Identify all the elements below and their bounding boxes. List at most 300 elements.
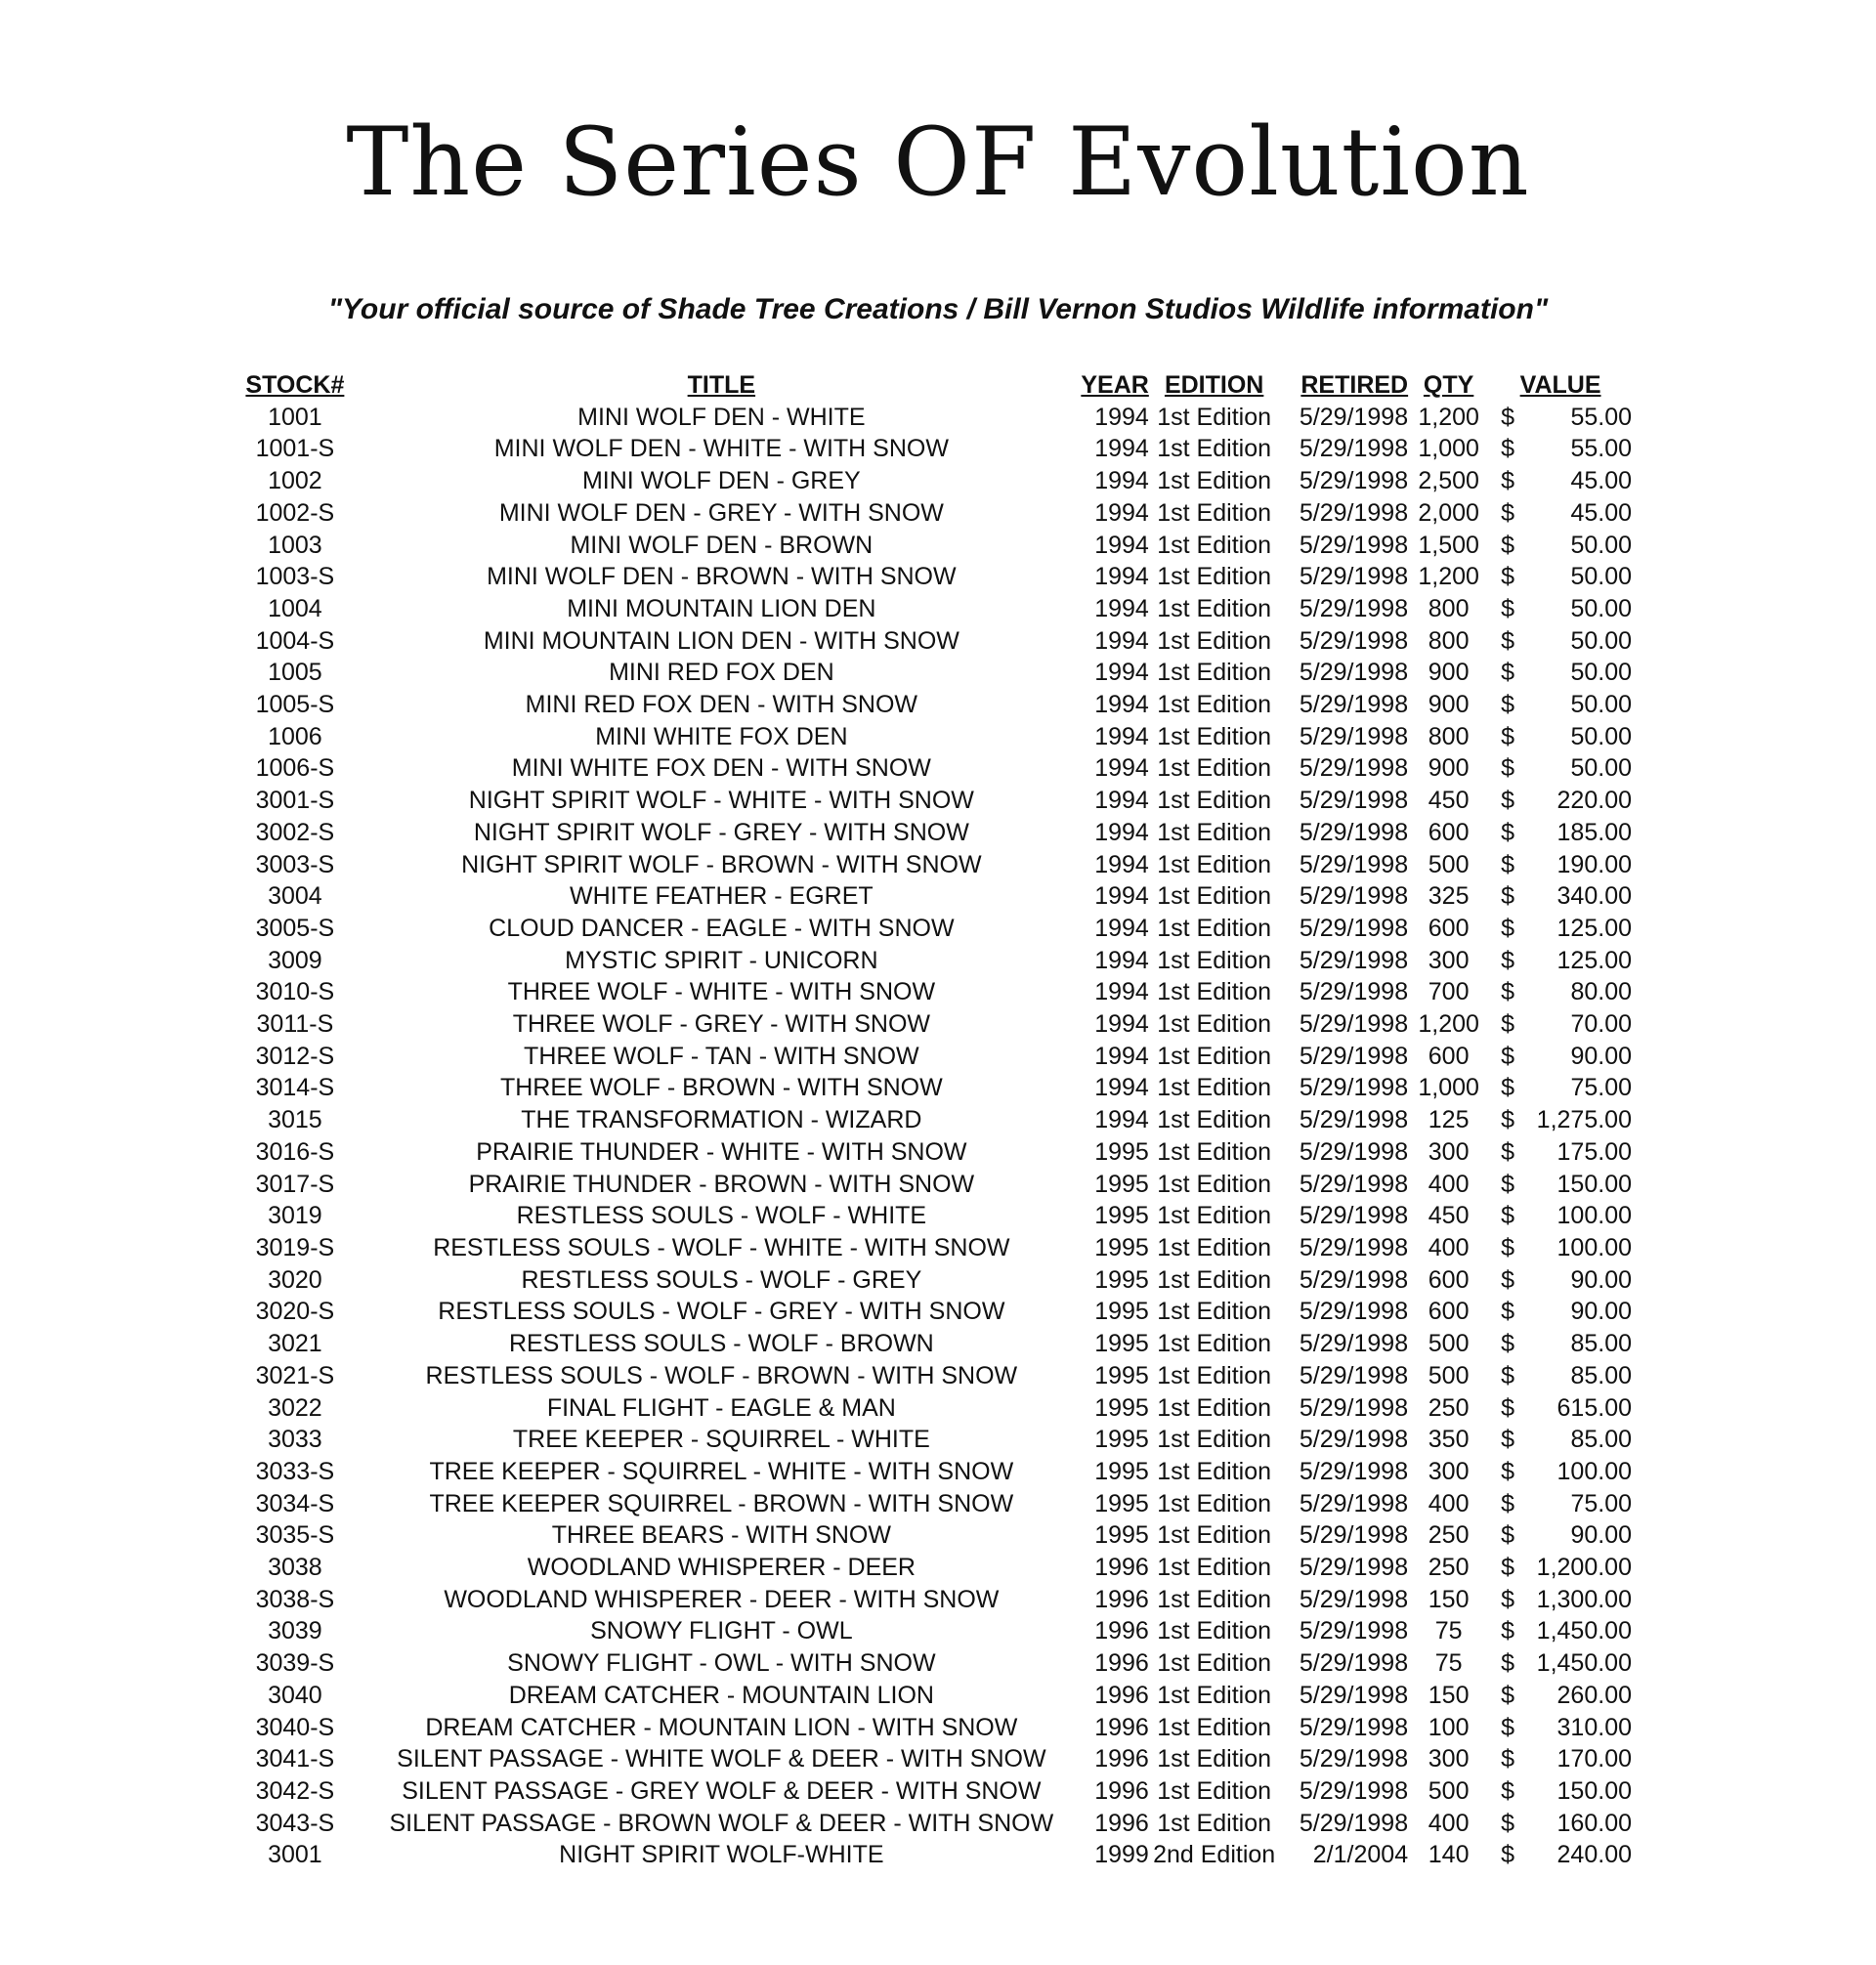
cell-retired: 5/29/1998 bbox=[1299, 1330, 1409, 1358]
cell-currency-symbol: $ bbox=[1501, 1713, 1515, 1741]
cell-title: WOODLAND WHISPERER - DEER bbox=[527, 1554, 916, 1582]
cell-retired: 5/29/1998 bbox=[1299, 659, 1409, 687]
cell-edition: 1st Edition bbox=[1157, 1298, 1272, 1326]
table-row bbox=[225, 1360, 1632, 1392]
cell-stock: 3020-S bbox=[255, 1298, 335, 1326]
cell-currency-symbol: $ bbox=[1501, 1010, 1515, 1039]
table-row bbox=[225, 1519, 1632, 1552]
cell-edition: 1st Edition bbox=[1157, 435, 1272, 463]
cell-currency-symbol: $ bbox=[1501, 978, 1515, 1006]
cell-value: 1,450.00 bbox=[1536, 1649, 1632, 1678]
cell-currency-symbol: $ bbox=[1501, 1106, 1515, 1134]
cell-retired: 5/29/1998 bbox=[1299, 1457, 1409, 1485]
cell-qty: 350 bbox=[1428, 1426, 1470, 1454]
cell-retired: 5/29/1998 bbox=[1299, 435, 1409, 463]
cell-qty: 500 bbox=[1428, 1776, 1470, 1805]
cell-value: 55.00 bbox=[1570, 435, 1632, 463]
cell-stock: 3011-S bbox=[256, 1010, 334, 1039]
cell-stock: 3034-S bbox=[255, 1489, 335, 1517]
cell-stock: 3041-S bbox=[255, 1745, 335, 1773]
cell-qty: 300 bbox=[1428, 1745, 1470, 1773]
cell-stock: 1006 bbox=[268, 722, 322, 750]
cell-title: MINI WOLF DEN - GREY bbox=[581, 467, 861, 495]
table-row bbox=[225, 945, 1632, 977]
cell-title: NIGHT SPIRIT WOLF-WHITE bbox=[559, 1841, 884, 1869]
cell-title: DREAM CATCHER - MOUNTAIN LION - WITH SNOW bbox=[425, 1713, 1018, 1741]
cell-qty: 325 bbox=[1428, 882, 1470, 911]
cell-year: 1994 bbox=[1094, 659, 1149, 687]
cell-year: 1995 bbox=[1094, 1298, 1149, 1326]
cell-currency-symbol: $ bbox=[1501, 914, 1515, 942]
cell-year: 1995 bbox=[1094, 1233, 1149, 1261]
cell-currency-symbol: $ bbox=[1501, 850, 1515, 878]
table-row bbox=[225, 817, 1632, 849]
cell-edition: 1st Edition bbox=[1157, 1233, 1272, 1261]
cell-title: MINI WOLF DEN - GREY - WITH SNOW bbox=[498, 498, 944, 527]
cell-value: 70.00 bbox=[1570, 1010, 1632, 1039]
cell-title: TREE KEEPER SQUIRREL - BROWN - WITH SNOW bbox=[429, 1489, 1014, 1517]
cell-stock: 3035-S bbox=[255, 1521, 335, 1550]
cell-value: 100.00 bbox=[1556, 1457, 1632, 1485]
cell-title: MINI WOLF DEN - WHITE - WITH SNOW bbox=[493, 435, 949, 463]
cell-year: 1994 bbox=[1094, 626, 1149, 655]
cell-value: 150.00 bbox=[1556, 1776, 1632, 1805]
cell-value: 75.00 bbox=[1570, 1074, 1632, 1102]
cell-value: 310.00 bbox=[1556, 1713, 1632, 1741]
cell-title: MINI WOLF DEN - BROWN bbox=[570, 531, 874, 559]
cell-value: 90.00 bbox=[1570, 1265, 1632, 1294]
cell-year: 1995 bbox=[1094, 1393, 1149, 1422]
cell-retired: 5/29/1998 bbox=[1299, 818, 1409, 846]
cell-year: 1994 bbox=[1094, 787, 1149, 815]
table-row bbox=[225, 1008, 1632, 1041]
cell-currency-symbol: $ bbox=[1501, 1361, 1515, 1389]
cell-year: 1994 bbox=[1094, 754, 1149, 783]
table-row bbox=[225, 625, 1632, 658]
cell-stock: 1005-S bbox=[255, 691, 335, 719]
cell-stock: 3033-S bbox=[255, 1457, 335, 1485]
cell-retired: 5/29/1998 bbox=[1299, 1106, 1409, 1134]
cell-edition: 1st Edition bbox=[1157, 1330, 1272, 1358]
cell-currency-symbol: $ bbox=[1501, 626, 1515, 655]
table-row bbox=[225, 1808, 1632, 1840]
cell-value: 125.00 bbox=[1556, 946, 1632, 974]
cell-edition: 1st Edition bbox=[1157, 1393, 1272, 1422]
cell-value: 45.00 bbox=[1570, 498, 1632, 527]
cell-value: 1,450.00 bbox=[1536, 1617, 1632, 1645]
cell-edition: 1st Edition bbox=[1157, 403, 1272, 431]
cell-retired: 5/29/1998 bbox=[1299, 1170, 1409, 1198]
cell-retired: 5/29/1998 bbox=[1299, 1681, 1409, 1709]
cell-currency-symbol: $ bbox=[1501, 659, 1515, 687]
cell-currency-symbol: $ bbox=[1501, 1809, 1515, 1837]
table-row bbox=[225, 1743, 1632, 1775]
table-row bbox=[225, 1488, 1632, 1520]
cell-value: 80.00 bbox=[1570, 978, 1632, 1006]
cell-qty: 250 bbox=[1428, 1393, 1470, 1422]
cell-qty: 100 bbox=[1428, 1713, 1470, 1741]
cell-value: 90.00 bbox=[1570, 1521, 1632, 1550]
cell-value: 50.00 bbox=[1570, 531, 1632, 559]
cell-currency-symbol: $ bbox=[1501, 1233, 1515, 1261]
cell-year: 1996 bbox=[1094, 1745, 1149, 1773]
cell-title: NIGHT SPIRIT WOLF - GREY - WITH SNOW bbox=[473, 818, 969, 846]
cell-year: 1996 bbox=[1094, 1713, 1149, 1741]
cell-currency-symbol: $ bbox=[1501, 1265, 1515, 1294]
table-row bbox=[225, 497, 1632, 530]
cell-currency-symbol: $ bbox=[1501, 818, 1515, 846]
cell-title: NIGHT SPIRIT WOLF - BROWN - WITH SNOW bbox=[461, 850, 982, 878]
inventory-table bbox=[225, 369, 1632, 1871]
column-header-edition: EDITION bbox=[1164, 371, 1264, 399]
cell-edition: 1st Edition bbox=[1157, 626, 1272, 655]
cell-qty: 75 bbox=[1434, 1617, 1463, 1645]
cell-year: 1994 bbox=[1094, 978, 1149, 1006]
cell-title: RESTLESS SOULS - WOLF - GREY bbox=[521, 1265, 922, 1294]
cell-currency-symbol: $ bbox=[1501, 882, 1515, 911]
cell-year: 1995 bbox=[1094, 1137, 1149, 1166]
table-row bbox=[225, 752, 1632, 785]
cell-title: MINI RED FOX DEN - WITH SNOW bbox=[525, 691, 918, 719]
cell-stock: 1002 bbox=[268, 467, 322, 495]
cell-qty: 400 bbox=[1428, 1809, 1470, 1837]
cell-qty: 600 bbox=[1428, 818, 1470, 846]
cell-qty: 400 bbox=[1428, 1233, 1470, 1261]
cell-currency-symbol: $ bbox=[1501, 787, 1515, 815]
cell-value: 615.00 bbox=[1556, 1393, 1632, 1422]
cell-qty: 250 bbox=[1428, 1554, 1470, 1582]
cell-stock: 3005-S bbox=[255, 914, 335, 942]
cell-retired: 2/1/2004 bbox=[1312, 1841, 1409, 1869]
cell-retired: 5/29/1998 bbox=[1299, 850, 1409, 878]
cell-value: 260.00 bbox=[1556, 1681, 1632, 1709]
cell-year: 1994 bbox=[1094, 531, 1149, 559]
cell-currency-symbol: $ bbox=[1501, 1617, 1515, 1645]
cell-qty: 250 bbox=[1428, 1521, 1470, 1550]
column-header-value: VALUE bbox=[1519, 371, 1601, 399]
cell-currency-symbol: $ bbox=[1501, 403, 1515, 431]
cell-edition: 1st Edition bbox=[1157, 1170, 1272, 1198]
cell-year: 1996 bbox=[1094, 1809, 1149, 1837]
cell-retired: 5/29/1998 bbox=[1299, 1042, 1409, 1070]
cell-edition: 1st Edition bbox=[1157, 754, 1272, 783]
table-row bbox=[225, 657, 1632, 689]
cell-retired: 5/29/1998 bbox=[1299, 1265, 1409, 1294]
cell-stock: 3043-S bbox=[255, 1809, 335, 1837]
cell-qty: 500 bbox=[1428, 1330, 1470, 1358]
table-row bbox=[225, 1615, 1632, 1647]
cell-year: 1996 bbox=[1094, 1776, 1149, 1805]
table-row bbox=[225, 913, 1632, 945]
cell-year: 1994 bbox=[1094, 850, 1149, 878]
cell-title: SILENT PASSAGE - WHITE WOLF & DEER - WITH SNOW bbox=[397, 1745, 1046, 1773]
cell-retired: 5/29/1998 bbox=[1299, 498, 1409, 527]
cell-edition: 1st Edition bbox=[1157, 1681, 1272, 1709]
cell-year: 1994 bbox=[1094, 594, 1149, 622]
cell-title: NIGHT SPIRIT WOLF - WHITE - WITH SNOW bbox=[468, 787, 974, 815]
cell-retired: 5/29/1998 bbox=[1299, 563, 1409, 591]
cell-edition: 1st Edition bbox=[1157, 498, 1272, 527]
cell-qty: 1,000 bbox=[1418, 1074, 1479, 1102]
cell-title: MINI RED FOX DEN bbox=[609, 659, 834, 687]
table-row bbox=[225, 1072, 1632, 1104]
cell-edition: 1st Edition bbox=[1157, 1521, 1272, 1550]
table-body bbox=[225, 402, 1632, 1871]
cell-stock: 1004-S bbox=[255, 626, 335, 655]
cell-year: 1996 bbox=[1094, 1681, 1149, 1709]
cell-value: 240.00 bbox=[1556, 1841, 1632, 1869]
cell-value: 100.00 bbox=[1556, 1202, 1632, 1230]
cell-title: MINI WOLF DEN - BROWN - WITH SNOW bbox=[487, 563, 957, 591]
cell-retired: 5/29/1998 bbox=[1299, 467, 1409, 495]
cell-qty: 1,000 bbox=[1418, 435, 1479, 463]
cell-year: 1994 bbox=[1094, 498, 1149, 527]
cell-year: 1994 bbox=[1094, 467, 1149, 495]
cell-value: 50.00 bbox=[1570, 626, 1632, 655]
cell-qty: 600 bbox=[1428, 1265, 1470, 1294]
cell-stock: 1004 bbox=[268, 594, 322, 622]
cell-retired: 5/29/1998 bbox=[1299, 882, 1409, 911]
cell-edition: 1st Edition bbox=[1157, 1554, 1272, 1582]
cell-value: 190.00 bbox=[1556, 850, 1632, 878]
cell-stock: 3039 bbox=[268, 1617, 322, 1645]
table-row bbox=[225, 1839, 1632, 1871]
cell-title: MINI MOUNTAIN LION DEN bbox=[567, 594, 876, 622]
cell-value: 220.00 bbox=[1556, 787, 1632, 815]
cell-year: 1996 bbox=[1094, 1649, 1149, 1678]
cell-edition: 1st Edition bbox=[1157, 722, 1272, 750]
cell-title: RESTLESS SOULS - WOLF - WHITE bbox=[516, 1202, 927, 1230]
cell-qty: 400 bbox=[1428, 1170, 1470, 1198]
cell-edition: 1st Edition bbox=[1157, 1489, 1272, 1517]
table-row bbox=[225, 1456, 1632, 1488]
cell-year: 1995 bbox=[1094, 1330, 1149, 1358]
cell-title: THREE WOLF - GREY - WITH SNOW bbox=[512, 1010, 930, 1039]
cell-retired: 5/29/1998 bbox=[1299, 1489, 1409, 1517]
cell-qty: 140 bbox=[1428, 1841, 1470, 1869]
cell-year: 1995 bbox=[1094, 1521, 1149, 1550]
table-row bbox=[225, 1584, 1632, 1616]
cell-value: 50.00 bbox=[1570, 691, 1632, 719]
cell-currency-symbol: $ bbox=[1501, 1330, 1515, 1358]
cell-currency-symbol: $ bbox=[1501, 1649, 1515, 1678]
cell-year: 1995 bbox=[1094, 1170, 1149, 1198]
cell-stock: 3021 bbox=[268, 1330, 322, 1358]
cell-qty: 800 bbox=[1428, 722, 1470, 750]
cell-edition: 1st Edition bbox=[1157, 1776, 1272, 1805]
cell-currency-symbol: $ bbox=[1501, 1042, 1515, 1070]
cell-title: THREE WOLF - BROWN - WITH SNOW bbox=[499, 1074, 943, 1102]
cell-year: 1994 bbox=[1094, 403, 1149, 431]
cell-retired: 5/29/1998 bbox=[1299, 594, 1409, 622]
cell-retired: 5/29/1998 bbox=[1299, 1809, 1409, 1837]
cell-edition: 1st Edition bbox=[1157, 850, 1272, 878]
cell-edition: 1st Edition bbox=[1157, 1106, 1272, 1134]
cell-qty: 125 bbox=[1428, 1106, 1470, 1134]
cell-year: 1999 bbox=[1094, 1841, 1149, 1869]
cell-year: 1994 bbox=[1094, 946, 1149, 974]
table-row bbox=[225, 689, 1632, 721]
cell-qty: 800 bbox=[1428, 594, 1470, 622]
cell-value: 85.00 bbox=[1570, 1426, 1632, 1454]
cell-title: MINI WOLF DEN - WHITE bbox=[577, 403, 866, 431]
cell-currency-symbol: $ bbox=[1501, 563, 1515, 591]
table-row bbox=[225, 465, 1632, 497]
cell-currency-symbol: $ bbox=[1501, 1074, 1515, 1102]
cell-currency-symbol: $ bbox=[1501, 498, 1515, 527]
cell-edition: 1st Edition bbox=[1157, 1361, 1272, 1389]
cell-year: 1994 bbox=[1094, 563, 1149, 591]
cell-title: TREE KEEPER - SQUIRREL - WHITE bbox=[512, 1426, 930, 1454]
cell-stock: 3038 bbox=[268, 1554, 322, 1582]
cell-currency-symbol: $ bbox=[1501, 1426, 1515, 1454]
cell-stock: 3040 bbox=[268, 1681, 322, 1709]
cell-currency-symbol: $ bbox=[1501, 1776, 1515, 1805]
cell-stock: 3015 bbox=[268, 1106, 322, 1134]
cell-year: 1995 bbox=[1094, 1361, 1149, 1389]
cell-edition: 1st Edition bbox=[1157, 1649, 1272, 1678]
cell-stock: 3003-S bbox=[255, 850, 335, 878]
cell-title: MINI WHITE FOX DEN bbox=[595, 722, 848, 750]
cell-stock: 3040-S bbox=[255, 1713, 335, 1741]
cell-retired: 5/29/1998 bbox=[1299, 1617, 1409, 1645]
cell-currency-symbol: $ bbox=[1501, 722, 1515, 750]
table-row bbox=[225, 1041, 1632, 1073]
cell-currency-symbol: $ bbox=[1501, 754, 1515, 783]
cell-qty: 900 bbox=[1428, 659, 1470, 687]
cell-edition: 1st Edition bbox=[1157, 1457, 1272, 1485]
cell-edition: 1st Edition bbox=[1157, 467, 1272, 495]
cell-title: MINI WHITE FOX DEN - WITH SNOW bbox=[511, 754, 931, 783]
cell-edition: 1st Edition bbox=[1157, 1265, 1272, 1294]
cell-value: 1,300.00 bbox=[1536, 1585, 1632, 1613]
page-title: The Series OF Evolution bbox=[346, 107, 1530, 217]
cell-value: 125.00 bbox=[1556, 914, 1632, 942]
table-row bbox=[225, 976, 1632, 1008]
cell-value: 50.00 bbox=[1570, 594, 1632, 622]
cell-retired: 5/29/1998 bbox=[1299, 914, 1409, 942]
cell-title: PRAIRIE THUNDER - BROWN - WITH SNOW bbox=[468, 1170, 975, 1198]
cell-retired: 5/29/1998 bbox=[1299, 722, 1409, 750]
cell-retired: 5/29/1998 bbox=[1299, 1233, 1409, 1261]
cell-title: RESTLESS SOULS - WOLF - GREY - WITH SNOW bbox=[438, 1298, 1005, 1326]
cell-currency-symbol: $ bbox=[1501, 531, 1515, 559]
cell-retired: 5/29/1998 bbox=[1299, 1137, 1409, 1166]
column-header-year: YEAR bbox=[1081, 371, 1149, 399]
cell-retired: 5/29/1998 bbox=[1299, 1426, 1409, 1454]
cell-value: 45.00 bbox=[1570, 467, 1632, 495]
table-row bbox=[225, 1647, 1632, 1680]
cell-year: 1995 bbox=[1094, 1202, 1149, 1230]
cell-year: 1995 bbox=[1094, 1489, 1149, 1517]
cell-currency-symbol: $ bbox=[1501, 691, 1515, 719]
table-row bbox=[225, 1424, 1632, 1456]
cell-stock: 3001-S bbox=[255, 787, 335, 815]
cell-stock: 3042-S bbox=[255, 1776, 335, 1805]
cell-retired: 5/29/1998 bbox=[1299, 1521, 1409, 1550]
cell-qty: 300 bbox=[1428, 1457, 1470, 1485]
cell-currency-symbol: $ bbox=[1501, 1298, 1515, 1326]
cell-title: MINI MOUNTAIN LION DEN - WITH SNOW bbox=[483, 626, 959, 655]
cell-value: 50.00 bbox=[1570, 722, 1632, 750]
cell-year: 1996 bbox=[1094, 1617, 1149, 1645]
cell-edition: 1st Edition bbox=[1157, 1202, 1272, 1230]
cell-title: FINAL FLIGHT - EAGLE & MAN bbox=[546, 1393, 896, 1422]
cell-currency-symbol: $ bbox=[1501, 1170, 1515, 1198]
cell-edition: 1st Edition bbox=[1157, 1074, 1272, 1102]
cell-qty: 500 bbox=[1428, 1361, 1470, 1389]
cell-stock: 3001 bbox=[268, 1841, 322, 1869]
cell-qty: 600 bbox=[1428, 1298, 1470, 1326]
cell-stock: 3033 bbox=[268, 1426, 322, 1454]
cell-currency-symbol: $ bbox=[1501, 594, 1515, 622]
cell-retired: 5/29/1998 bbox=[1299, 691, 1409, 719]
table-row bbox=[225, 433, 1632, 465]
column-header-title: TITLE bbox=[687, 371, 756, 399]
cell-qty: 900 bbox=[1428, 691, 1470, 719]
cell-stock: 3038-S bbox=[255, 1585, 335, 1613]
cell-stock: 3019 bbox=[268, 1202, 322, 1230]
table-row bbox=[225, 402, 1632, 434]
cell-year: 1994 bbox=[1094, 435, 1149, 463]
cell-year: 1996 bbox=[1094, 1554, 1149, 1582]
cell-value: 50.00 bbox=[1570, 563, 1632, 591]
table-row bbox=[225, 593, 1632, 625]
cell-year: 1995 bbox=[1094, 1426, 1149, 1454]
cell-retired: 5/29/1998 bbox=[1299, 1649, 1409, 1678]
table-row bbox=[225, 1328, 1632, 1360]
cell-title: RESTLESS SOULS - WOLF - WHITE - WITH SNOW bbox=[433, 1233, 1010, 1261]
cell-qty: 1,200 bbox=[1418, 563, 1479, 591]
cell-edition: 1st Edition bbox=[1157, 1745, 1272, 1773]
cell-currency-symbol: $ bbox=[1501, 1521, 1515, 1550]
table-row bbox=[225, 1392, 1632, 1425]
cell-qty: 150 bbox=[1428, 1585, 1470, 1613]
cell-stock: 1003-S bbox=[255, 563, 335, 591]
cell-edition: 1st Edition bbox=[1157, 787, 1272, 815]
cell-qty: 2,000 bbox=[1418, 498, 1479, 527]
cell-edition: 1st Edition bbox=[1157, 1137, 1272, 1166]
cell-retired: 5/29/1998 bbox=[1299, 787, 1409, 815]
cell-retired: 5/29/1998 bbox=[1299, 1074, 1409, 1102]
cell-qty: 600 bbox=[1428, 1042, 1470, 1070]
cell-qty: 75 bbox=[1434, 1649, 1463, 1678]
cell-stock: 3021-S bbox=[255, 1361, 335, 1389]
cell-currency-symbol: $ bbox=[1501, 1137, 1515, 1166]
cell-value: 75.00 bbox=[1570, 1489, 1632, 1517]
cell-title: THREE BEARS - WITH SNOW bbox=[551, 1521, 891, 1550]
cell-stock: 3004 bbox=[268, 882, 322, 911]
cell-currency-symbol: $ bbox=[1501, 946, 1515, 974]
column-header-retired: RETIRED bbox=[1300, 371, 1409, 399]
cell-retired: 5/29/1998 bbox=[1299, 1393, 1409, 1422]
cell-edition: 1st Edition bbox=[1157, 818, 1272, 846]
table-row bbox=[225, 849, 1632, 881]
cell-stock: 1002-S bbox=[255, 498, 335, 527]
cell-currency-symbol: $ bbox=[1501, 467, 1515, 495]
cell-title: WHITE FEATHER - EGRET bbox=[570, 882, 874, 911]
cell-currency-symbol: $ bbox=[1501, 1841, 1515, 1869]
cell-edition: 1st Edition bbox=[1157, 1426, 1272, 1454]
cell-edition: 2nd Edition bbox=[1153, 1841, 1276, 1869]
table-row bbox=[225, 1264, 1632, 1297]
cell-year: 1994 bbox=[1094, 914, 1149, 942]
cell-retired: 5/29/1998 bbox=[1299, 1713, 1409, 1741]
table-row bbox=[225, 1552, 1632, 1584]
cell-edition: 1st Edition bbox=[1157, 1010, 1272, 1039]
cell-qty: 800 bbox=[1428, 626, 1470, 655]
cell-qty: 2,500 bbox=[1418, 467, 1479, 495]
